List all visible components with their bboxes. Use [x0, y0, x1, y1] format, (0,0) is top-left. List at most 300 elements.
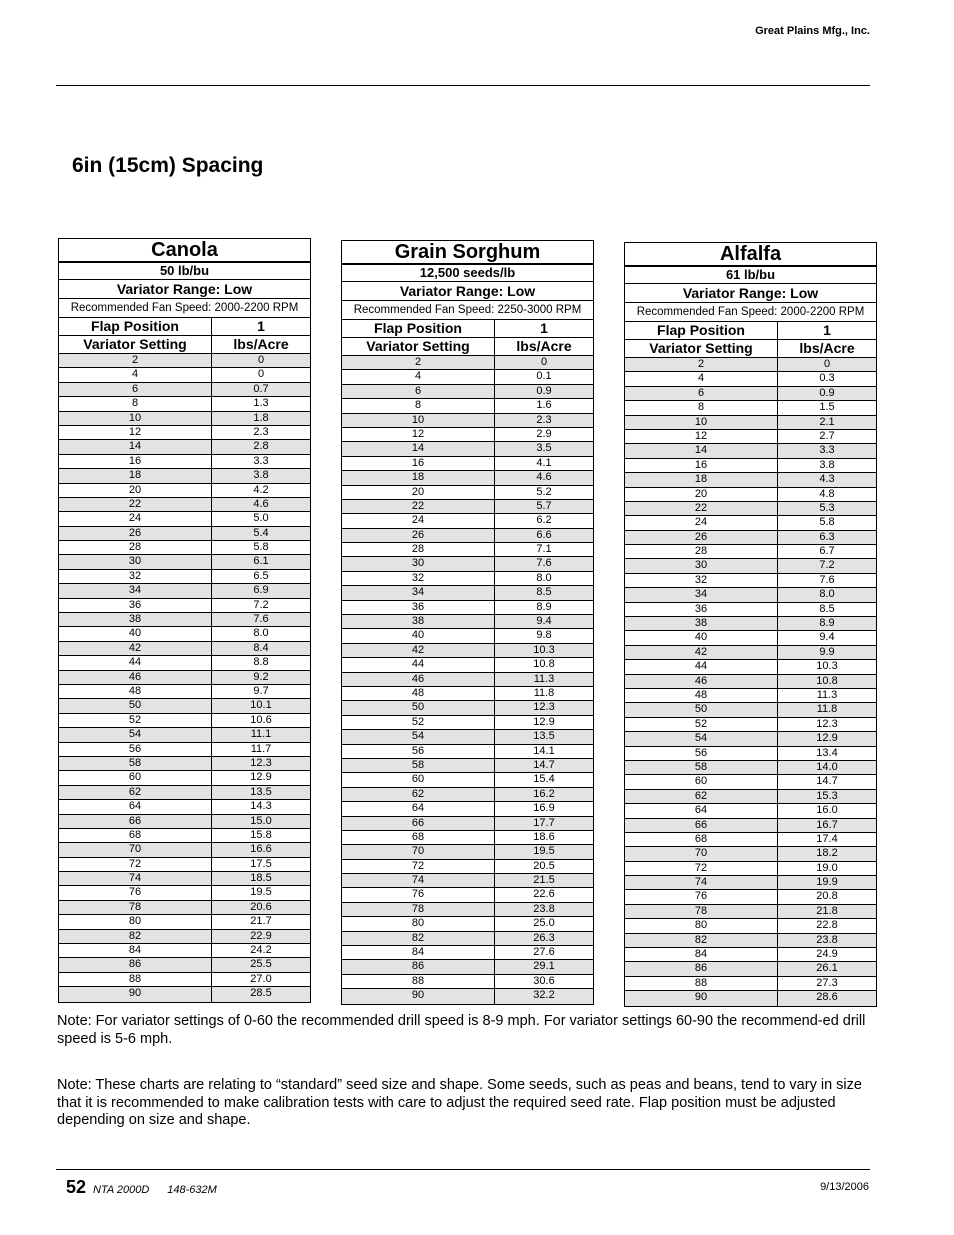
table-row	[59, 771, 310, 785]
table-row	[625, 919, 876, 933]
lbs-acre-cell: 20.8	[816, 890, 838, 903]
lbs-acre-cell: 1.8	[253, 411, 269, 424]
table-row	[59, 944, 310, 958]
lbs-acre-cell: 25.5	[250, 958, 272, 971]
lbs-acre-cell: 7.2	[253, 598, 269, 611]
lbs-acre-cell: 6.6	[536, 528, 552, 541]
variator-setting-cell: 50	[59, 699, 212, 712]
table-row	[625, 502, 876, 516]
variator-setting-cell: 28	[625, 545, 778, 558]
table-row	[625, 862, 876, 876]
page-number: 52	[66, 1177, 87, 1197]
table-row	[625, 401, 876, 415]
variator-setting-cell: 66	[625, 819, 778, 832]
table-row	[59, 512, 310, 526]
variator-setting-cell: 88	[342, 975, 495, 988]
table-row	[59, 656, 310, 670]
seed-rate: 61 lb/bu	[625, 267, 876, 284]
table-row	[342, 687, 593, 701]
variator-setting-cell: 52	[625, 718, 778, 731]
table-row	[625, 804, 876, 818]
lbs-acre-cell: 0.1	[536, 370, 552, 383]
variator-setting-cell: 90	[625, 991, 778, 1005]
table-row	[59, 829, 310, 843]
variator-setting-cell: 70	[59, 843, 212, 856]
table-row	[59, 570, 310, 584]
variator-setting-cell: 6	[342, 385, 495, 398]
fan-speed: Recommended Fan Speed: 2000-2200 RPM	[59, 299, 310, 318]
variator-setting-cell: 32	[625, 574, 778, 587]
variator-setting-cell: 88	[59, 973, 212, 986]
variator-setting-cell: 46	[342, 673, 495, 686]
variator-setting-cell: 44	[625, 660, 778, 673]
lbs-acre-cell: 10.3	[533, 643, 555, 656]
variator-setting-cell: 78	[342, 903, 495, 916]
variator-setting-cell: 42	[59, 642, 212, 655]
variator-setting-cell: 6	[59, 383, 212, 396]
column-header-variator-setting: Variator Setting	[59, 336, 212, 353]
column-header-flap-position: Flap Position	[342, 320, 495, 337]
table-row	[625, 718, 876, 732]
seed-rate-table-canola	[58, 238, 311, 1003]
table-row	[59, 627, 310, 641]
variator-setting-cell: 6	[625, 387, 778, 400]
table-row	[59, 498, 310, 512]
table-row	[625, 473, 876, 487]
table-row	[625, 819, 876, 833]
lbs-acre-cell: 13.4	[816, 746, 838, 759]
lbs-acre-cell: 2.9	[536, 427, 552, 440]
variator-setting-cell: 24	[625, 516, 778, 529]
table-row	[59, 613, 310, 627]
variator-setting-cell: 86	[342, 960, 495, 973]
drill-speed-note: Note: For variator settings of 0-60 the recommended drill speed is 8-9 mph. For variator settings 60-90 the recommend-ed drill speed is 5-6 mph.	[57, 1013, 866, 1047]
variator-setting-cell: 30	[342, 557, 495, 570]
lbs-acre-cell: 3.5	[536, 442, 552, 455]
lbs-acre-cell: 16.7	[816, 818, 838, 831]
table-body	[59, 354, 310, 1002]
lbs-acre-cell: 7.6	[253, 613, 269, 626]
table-row	[625, 459, 876, 473]
table-row	[625, 675, 876, 689]
lbs-acre-cell: 6.7	[819, 545, 835, 558]
lbs-acre-cell: 9.9	[819, 645, 835, 658]
variator-setting-cell: 34	[625, 588, 778, 601]
variator-setting-cell: 90	[342, 989, 495, 1003]
lbs-acre-cell: 12.9	[250, 771, 272, 784]
lbs-acre-cell: 6.2	[536, 514, 552, 527]
lbs-acre-cell: 3.3	[819, 444, 835, 457]
table-row	[59, 714, 310, 728]
lbs-acre-cell: 9.8	[536, 629, 552, 642]
variator-range: Variator Range: Low	[342, 282, 593, 301]
table-row	[342, 586, 593, 600]
document-id: NTA 2000D	[93, 1184, 150, 1196]
variator-setting-cell: 28	[59, 541, 212, 554]
table-row	[59, 872, 310, 886]
table-row	[59, 858, 310, 872]
table-row	[342, 356, 593, 370]
lbs-acre-cell: 10.1	[250, 699, 272, 712]
table-row	[59, 426, 310, 440]
variator-setting-cell: 34	[342, 586, 495, 599]
lbs-acre-cell: 8.0	[536, 571, 552, 584]
variator-setting-cell: 36	[342, 601, 495, 614]
table-row	[625, 876, 876, 890]
lbs-acre-cell: 23.8	[533, 902, 555, 915]
lbs-acre-cell: 11.8	[816, 703, 838, 716]
lbs-acre-cell: 3.8	[253, 469, 269, 482]
variator-setting-cell: 20	[625, 488, 778, 501]
lbs-acre-cell: 25.0	[533, 917, 555, 930]
lbs-acre-cell: 8.8	[253, 656, 269, 669]
lbs-acre-cell: 5.0	[253, 512, 269, 525]
lbs-acre-cell: 14.0	[816, 760, 838, 773]
table-row	[342, 874, 593, 888]
variator-setting-cell: 38	[342, 615, 495, 628]
variator-setting-cell: 74	[625, 876, 778, 889]
lbs-acre-cell: 19.9	[816, 876, 838, 889]
lbs-acre-cell: 12.3	[533, 701, 555, 714]
lbs-acre-cell: 11.3	[816, 688, 838, 701]
variator-setting-cell: 14	[59, 440, 212, 453]
lbs-acre-cell: 6.1	[253, 555, 269, 568]
lbs-acre-cell: 15.0	[250, 814, 272, 827]
table-row	[59, 915, 310, 929]
variator-setting-cell: 52	[342, 716, 495, 729]
table-row	[59, 958, 310, 972]
table-row	[59, 555, 310, 569]
variator-setting-cell: 56	[625, 747, 778, 760]
table-row	[342, 730, 593, 744]
lbs-acre-cell: 22.8	[816, 919, 838, 932]
table-row	[625, 559, 876, 573]
table-row	[342, 471, 593, 485]
lbs-acre-cell: 4.1	[536, 456, 552, 469]
table-row	[59, 901, 310, 915]
lbs-acre-cell: 2.3	[253, 425, 269, 438]
lbs-acre-cell: 4.6	[253, 497, 269, 510]
lbs-acre-cell: 23.8	[816, 933, 838, 946]
variator-setting-cell: 76	[59, 886, 212, 899]
table-row	[342, 989, 593, 1003]
table-row	[59, 786, 310, 800]
fan-speed: Recommended Fan Speed: 2000-2200 RPM	[625, 303, 876, 322]
variator-setting-cell: 22	[59, 498, 212, 511]
table-row	[342, 946, 593, 960]
column-header-flap-value: 1	[540, 320, 548, 336]
lbs-acre-cell: 0.9	[819, 386, 835, 399]
table-row	[625, 703, 876, 717]
variator-setting-cell: 76	[625, 890, 778, 903]
lbs-acre-cell: 32.2	[533, 989, 555, 1002]
lbs-acre-cell: 8.0	[253, 627, 269, 640]
variator-setting-cell: 58	[59, 757, 212, 770]
lbs-acre-cell: 13.5	[533, 730, 555, 743]
lbs-acre-cell: 17.5	[250, 857, 272, 870]
table-row	[625, 991, 876, 1005]
lbs-acre-cell: 27.6	[533, 946, 555, 959]
variator-setting-cell: 42	[625, 646, 778, 659]
variator-setting-cell: 10	[59, 412, 212, 425]
lbs-acre-cell: 7.2	[819, 559, 835, 572]
lbs-acre-cell: 7.1	[536, 543, 552, 556]
variator-setting-cell: 60	[342, 773, 495, 786]
variator-setting-cell: 2	[625, 358, 778, 371]
table-title: Canola	[59, 239, 310, 263]
table-row	[342, 428, 593, 442]
lbs-acre-cell: 5.8	[819, 516, 835, 529]
variator-setting-cell: 60	[625, 775, 778, 788]
lbs-acre-cell: 10.6	[250, 713, 272, 726]
variator-setting-cell: 52	[59, 714, 212, 727]
variator-setting-cell: 82	[59, 930, 212, 943]
variator-setting-cell: 86	[59, 958, 212, 971]
lbs-acre-cell: 4.2	[253, 483, 269, 496]
variator-setting-cell: 14	[625, 444, 778, 457]
header-rule	[56, 85, 870, 86]
variator-setting-cell: 30	[59, 555, 212, 568]
variator-setting-cell: 4	[342, 370, 495, 383]
variator-setting-cell: 62	[342, 788, 495, 801]
table-row	[59, 412, 310, 426]
table-row	[342, 773, 593, 787]
variator-setting-cell: 12	[625, 430, 778, 443]
lbs-acre-cell: 3.8	[819, 458, 835, 471]
table-row	[625, 617, 876, 631]
table-row	[625, 603, 876, 617]
lbs-acre-cell: 12.3	[816, 717, 838, 730]
lbs-acre-cell: 9.4	[819, 631, 835, 644]
variator-setting-cell: 24	[342, 514, 495, 527]
table-row	[59, 987, 310, 1001]
table-row	[342, 960, 593, 974]
variator-setting-cell: 70	[342, 845, 495, 858]
lbs-acre-cell: 5.2	[536, 485, 552, 498]
table-row	[59, 541, 310, 555]
variator-setting-cell: 14	[342, 442, 495, 455]
table-row	[342, 745, 593, 759]
lbs-acre-cell: 17.7	[533, 816, 555, 829]
variator-setting-cell: 30	[625, 559, 778, 572]
table-row	[342, 500, 593, 514]
variator-setting-cell: 84	[625, 948, 778, 961]
table-row	[625, 905, 876, 919]
variator-setting-cell: 84	[342, 946, 495, 959]
variator-setting-cell: 82	[342, 932, 495, 945]
variator-setting-cell: 16	[625, 459, 778, 472]
table-row	[342, 975, 593, 989]
variator-setting-cell: 74	[342, 874, 495, 887]
table-row	[342, 629, 593, 643]
table-row	[342, 831, 593, 845]
lbs-acre-cell: 12.3	[250, 756, 272, 769]
table-row	[625, 545, 876, 559]
column-header-flap-position: Flap Position	[59, 318, 212, 335]
table-title: Grain Sorghum	[342, 241, 593, 265]
variator-setting-cell: 8	[625, 401, 778, 414]
table-row	[59, 685, 310, 699]
table-row	[342, 601, 593, 615]
column-header-flap-value: 1	[823, 322, 831, 338]
variator-setting-cell: 80	[59, 915, 212, 928]
variator-setting-cell: 50	[342, 701, 495, 714]
lbs-acre-cell: 0.3	[819, 372, 835, 385]
variator-setting-cell: 78	[625, 905, 778, 918]
table-row	[625, 790, 876, 804]
lbs-acre-cell: 16.2	[533, 787, 555, 800]
table-row	[625, 948, 876, 962]
variator-setting-cell: 66	[59, 815, 212, 828]
lbs-acre-cell: 21.5	[533, 874, 555, 887]
lbs-acre-cell: 26.3	[533, 931, 555, 944]
lbs-acre-cell: 2.1	[819, 415, 835, 428]
table-row	[59, 455, 310, 469]
variator-setting-cell: 22	[625, 502, 778, 515]
lbs-acre-cell: 8.4	[253, 641, 269, 654]
table-row	[625, 531, 876, 545]
variator-setting-cell: 42	[342, 644, 495, 657]
table-row	[625, 574, 876, 588]
lbs-acre-cell: 12.9	[533, 715, 555, 728]
table-row	[59, 743, 310, 757]
table-row	[625, 387, 876, 401]
variator-setting-cell: 72	[625, 862, 778, 875]
variator-setting-cell: 78	[59, 901, 212, 914]
lbs-acre-cell: 16.9	[533, 802, 555, 815]
lbs-acre-cell: 2.8	[253, 440, 269, 453]
table-row	[625, 516, 876, 530]
table-row	[342, 529, 593, 543]
variator-setting-cell: 44	[342, 658, 495, 671]
lbs-acre-cell: 27.3	[816, 976, 838, 989]
lbs-acre-cell: 26.1	[816, 962, 838, 975]
table-row	[59, 584, 310, 598]
lbs-acre-cell: 27.0	[250, 972, 272, 985]
lbs-acre-cell: 24.2	[250, 944, 272, 957]
table-row	[342, 414, 593, 428]
header-row-units	[59, 336, 310, 354]
table-row	[625, 761, 876, 775]
lbs-acre-cell: 8.0	[819, 588, 835, 601]
table-row	[59, 815, 310, 829]
lbs-acre-cell: 6.3	[819, 530, 835, 543]
lbs-acre-cell: 22.9	[250, 929, 272, 942]
table-body	[625, 358, 876, 1006]
variator-setting-cell: 2	[59, 354, 212, 367]
table-row	[342, 615, 593, 629]
lbs-acre-cell: 9.2	[253, 670, 269, 683]
table-row	[625, 847, 876, 861]
table-row	[342, 658, 593, 672]
variator-setting-cell: 8	[342, 399, 495, 412]
lbs-acre-cell: 1.3	[253, 397, 269, 410]
column-header-lbs-acre: lbs/Acre	[799, 340, 855, 356]
variator-setting-cell: 56	[59, 743, 212, 756]
table-row	[59, 800, 310, 814]
variator-setting-cell: 32	[342, 572, 495, 585]
variator-setting-cell: 86	[625, 962, 778, 975]
table-row	[342, 716, 593, 730]
table-row	[342, 888, 593, 902]
lbs-acre-cell: 5.4	[253, 526, 269, 539]
footer-date: 9/13/2006	[820, 1181, 869, 1193]
lbs-acre-cell: 18.2	[816, 847, 838, 860]
variator-setting-cell: 40	[59, 627, 212, 640]
seed-size-note: Note: These charts are relating to “standard” seed size and shape. Some seeds, such as peas and beans, tend to vary in size that it is recommended to make calibration tests with care to adjust the required seed rate. Flap position must be adjusted depending on size and shape.	[57, 1077, 862, 1128]
lbs-acre-cell: 21.7	[250, 915, 272, 928]
table-row	[625, 416, 876, 430]
table-row	[59, 354, 310, 368]
variator-setting-cell: 8	[59, 397, 212, 410]
variator-setting-cell: 26	[625, 531, 778, 544]
table-row	[625, 890, 876, 904]
company-name: Great Plains Mfg., Inc.	[755, 25, 870, 37]
lbs-acre-cell: 21.8	[816, 904, 838, 917]
header-row-units	[342, 338, 593, 356]
lbs-acre-cell: 0	[823, 358, 831, 370]
variator-setting-cell: 60	[59, 771, 212, 784]
lbs-acre-cell: 29.1	[533, 960, 555, 973]
variator-setting-cell: 46	[625, 675, 778, 688]
seed-rate: 50 lb/bu	[59, 263, 310, 280]
variator-setting-cell: 24	[59, 512, 212, 525]
table-row	[59, 671, 310, 685]
table-title: Alfalfa	[625, 243, 876, 267]
variator-setting-cell: 48	[625, 689, 778, 702]
variator-setting-cell: 38	[59, 613, 212, 626]
column-header-variator-setting: Variator Setting	[625, 340, 778, 357]
variator-setting-cell: 62	[625, 790, 778, 803]
variator-setting-cell: 50	[625, 703, 778, 716]
variator-setting-cell: 10	[342, 414, 495, 427]
variator-setting-cell: 46	[59, 671, 212, 684]
table-row	[59, 440, 310, 454]
variator-setting-cell: 64	[59, 800, 212, 813]
lbs-acre-cell: 11.7	[250, 742, 272, 755]
lbs-acre-cell: 18.6	[533, 830, 555, 843]
table-row	[342, 860, 593, 874]
variator-setting-cell: 54	[342, 730, 495, 743]
variator-range: Variator Range: Low	[625, 284, 876, 303]
variator-setting-cell: 76	[342, 888, 495, 901]
lbs-acre-cell: 22.6	[533, 888, 555, 901]
variator-setting-cell: 58	[625, 761, 778, 774]
lbs-acre-cell: 5.7	[536, 499, 552, 512]
lbs-acre-cell: 16.6	[250, 843, 272, 856]
table-row	[342, 442, 593, 456]
lbs-acre-cell: 24.9	[816, 948, 838, 961]
variator-setting-cell: 18	[59, 469, 212, 482]
table-row	[59, 728, 310, 742]
table-row	[625, 934, 876, 948]
lbs-acre-cell: 28.6	[816, 991, 838, 1004]
table-row	[59, 397, 310, 411]
variator-setting-cell: 54	[625, 732, 778, 745]
lbs-acre-cell: 7.6	[819, 573, 835, 586]
lbs-acre-cell: 0	[257, 368, 265, 381]
table-row	[59, 368, 310, 382]
table-row	[59, 930, 310, 944]
table-row	[342, 514, 593, 528]
variator-setting-cell: 54	[59, 728, 212, 741]
lbs-acre-cell: 1.6	[536, 399, 552, 412]
table-row	[59, 469, 310, 483]
column-header-flap-value: 1	[257, 318, 265, 334]
column-header-lbs-acre: lbs/Acre	[516, 338, 572, 354]
footer-rule	[56, 1169, 870, 1170]
variator-setting-cell: 72	[59, 858, 212, 871]
